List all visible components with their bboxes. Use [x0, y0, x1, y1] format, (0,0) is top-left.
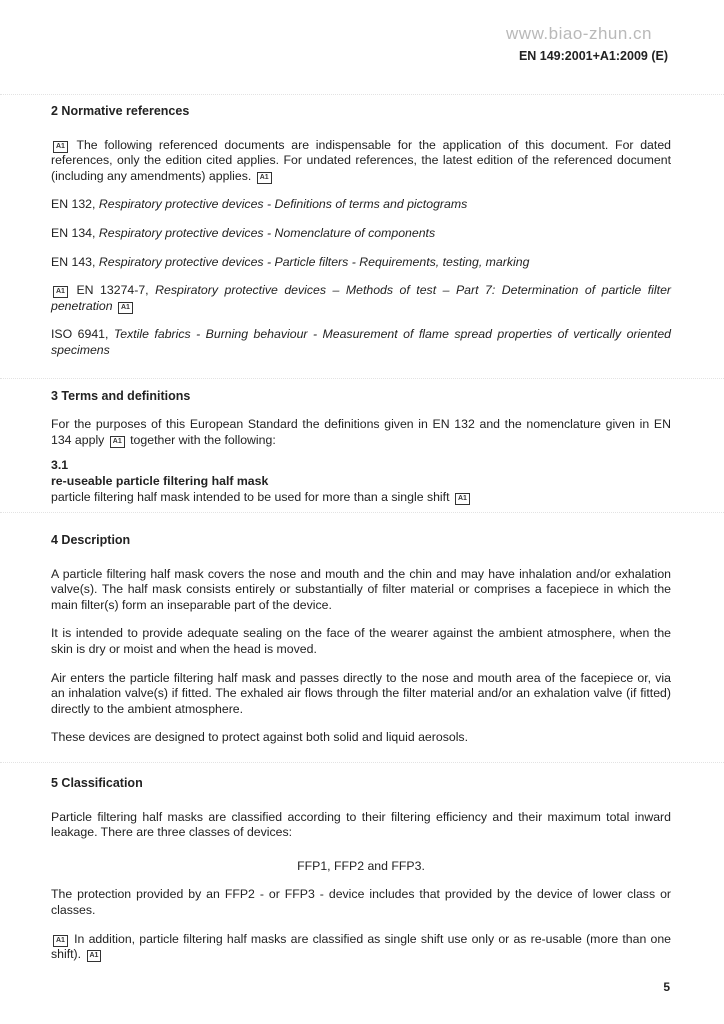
classification-para-2: The protection provided by an FFP2 - or FFP3 - device includes that provided by the device of lower class or classes.: [51, 887, 671, 917]
reference-en132: EN 132, Respiratory protective devices - Definitions of terms and pictograms: [51, 197, 468, 212]
page-content: [51, 104, 671, 963]
term-title: re-useable particle filtering half mask: [51, 473, 269, 488]
terms-intro: For the purposes of this European Standard the definitions given in EN 132 and the nomenclature given in EN 134 apply A1 together with the following:: [51, 417, 671, 447]
classification-para-3: A1 In addition, particle filtering half masks are classified as single shift use only or as re-usable (more than one shift). A1: [51, 931, 671, 962]
amendment-close-marker: A1: [118, 302, 133, 314]
document-id: EN 149:2001+A1:2009 (E): [518, 49, 668, 63]
classification-para-1: Particle filtering half masks are classified according to their filtering efficiency and their maximum total inward leakage. There are three classes of devices:: [51, 809, 671, 840]
amendment-open-marker: A1: [110, 436, 125, 448]
description-para-1: A particle filtering half mask covers the nose and mouth and the chin and may have inhalation and/or exhalation valve(s). The half mask consists entirely or substantially of filter material or comprises a facepiece in which the main filter(s) form an inseparable part of the device.: [51, 566, 671, 612]
section-4-heading: 4 Description: [51, 533, 131, 548]
reference-en134: EN 134, Respiratory protective devices - Nomenclature of components: [51, 225, 436, 240]
page-number: 5: [663, 980, 670, 994]
section-5-heading: 5 Classification: [51, 776, 143, 791]
term-definition: particle filtering half mask intended to be used for more than a single shift A1: [51, 490, 671, 506]
description-para-3: Air enters the particle filtering half mask and passes directly to the nose and mouth area of the facepiece or, via an inhalation valve(s) if fitted. The exhaled air flows through the filter material and/or an exhalation valve (if fitted) directly to the ambient atmosphere.: [51, 670, 671, 716]
amendment-close-marker: A1: [455, 493, 470, 505]
amendment-open-marker: A1: [53, 286, 68, 298]
description-para-4: These devices are designed to protect against both solid and liquid aerosols.: [51, 730, 468, 745]
section-3-heading: 3 Terms and definitions: [51, 388, 191, 403]
section-2-heading: 2 Normative references: [51, 104, 190, 118]
reference-en143: EN 143, Respiratory protective devices - Particle filters - Requirements, testing, marking: [51, 254, 530, 269]
amendment-close-marker: A1: [87, 950, 102, 962]
watermark: www.biao-zhun.cn: [506, 24, 652, 43]
description-para-2: It is intended to provide adequate sealing on the face of the wearer against the ambient atmosphere, when the skin is dry or moist and when the head is moved.: [51, 626, 671, 657]
normative-intro: A1 The following referenced documents are indispensable for the application of this document. For dated references, only the edition cited applies. For undated references, the latest edition of the referenced document (including any amendments) applies. A1: [51, 137, 671, 183]
classification-classes: FFP1, FFP2 and FFP3.: [297, 858, 425, 873]
amendment-open-marker: A1: [53, 935, 68, 947]
reference-en13274-7: A1 EN 13274-7, Respiratory protective devices – Methods of test – Part 7: Determination of particle filter penetration A1: [51, 283, 671, 313]
amendment-open-marker: A1: [53, 141, 68, 153]
reference-iso6941: ISO 6941, Textile fabrics - Burning behaviour - Measurement of flame spread properties of vertically oriented specimens: [51, 327, 672, 357]
amendment-close-marker: A1: [257, 172, 272, 184]
term-number: 3.1: [51, 458, 69, 473]
